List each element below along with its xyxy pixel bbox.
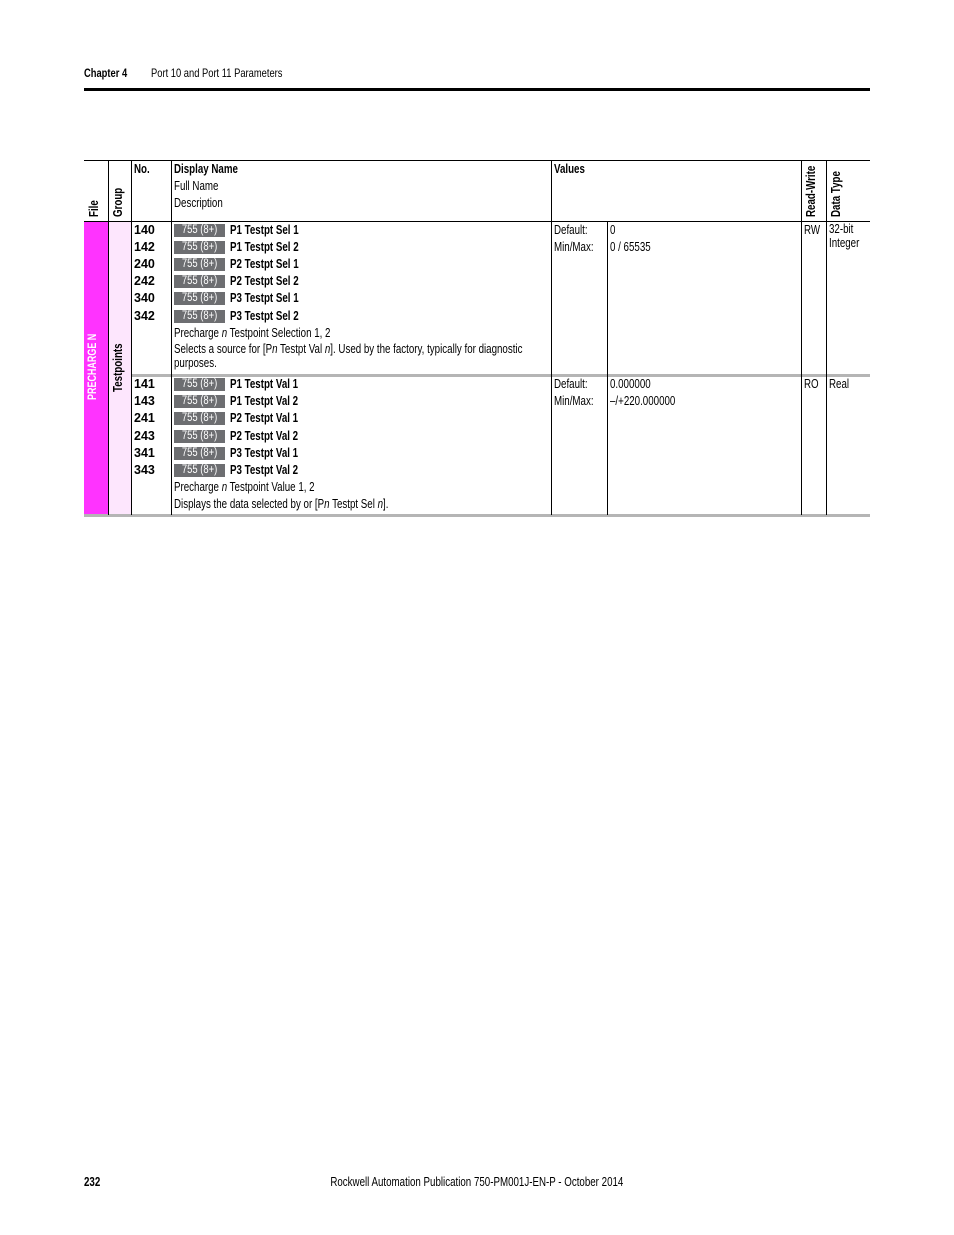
header-rule: [84, 88, 870, 91]
param-name: P1 Testpt Sel 1: [230, 223, 299, 237]
param-name: P1 Testpt Val 2: [230, 394, 299, 408]
param-number: 243: [134, 429, 155, 443]
header-description: Description: [174, 196, 223, 210]
default-value: 0: [610, 223, 616, 237]
minmax-label: Min/Max:: [554, 240, 594, 254]
header-read-write: Read-Write: [804, 165, 818, 217]
param-number: 340: [134, 291, 155, 305]
param-name: P1 Testpt Val 1: [230, 377, 299, 391]
version-badge: 755 (8+): [174, 224, 225, 237]
param-number: 242: [134, 274, 155, 288]
col-line-rw: [801, 160, 802, 515]
default-label: Default:: [554, 223, 588, 237]
version-badge: 755 (8+): [174, 275, 225, 288]
col-line-group: [108, 160, 109, 515]
table-bottom-line: [84, 514, 870, 517]
read-write-value: RO: [804, 377, 819, 391]
page-number: 232: [84, 1175, 101, 1189]
param-number: 142: [134, 240, 155, 254]
publication-info: Rockwell Automation Publication 750-PM001J-EN-P - October 2014: [330, 1175, 624, 1189]
col-line-name: [171, 160, 172, 515]
data-type-value: 32-bit Integer: [829, 222, 860, 250]
param-name: P2 Testpt Val 1: [230, 411, 299, 425]
version-badge: 755 (8+): [174, 412, 225, 425]
default-value: 0.000000: [610, 377, 651, 391]
param-number: 141: [134, 377, 155, 391]
version-badge: 755 (8+): [174, 310, 225, 323]
read-write-value: RW: [804, 223, 821, 237]
header-group: Group: [111, 187, 125, 217]
version-badge: 755 (8+): [174, 292, 225, 305]
header-values: Values: [554, 162, 585, 176]
col-line-type: [826, 160, 827, 515]
full-name: Precharge n Testpoint Value 1, 2: [174, 480, 315, 494]
header-full-name: Full Name: [174, 179, 219, 193]
header-bottom-line: [84, 221, 870, 222]
version-badge: 755 (8+): [174, 241, 225, 254]
param-number: 140: [134, 223, 155, 237]
minmax-value: 0 / 65535: [610, 240, 651, 254]
param-number: 341: [134, 446, 155, 460]
minmax-label: Min/Max:: [554, 394, 594, 408]
param-name: P3 Testpt Val 2: [230, 463, 299, 477]
version-badge: 755 (8+): [174, 430, 225, 443]
param-number: 240: [134, 257, 155, 271]
chapter-label: Chapter 4: [84, 66, 128, 80]
version-badge: 755 (8+): [174, 378, 225, 391]
header-display-name: Display Name: [174, 162, 238, 176]
full-name: Precharge n Testpoint Selection 1, 2: [174, 326, 331, 340]
param-name: P3 Testpt Sel 2: [230, 309, 299, 323]
param-name: P2 Testpt Sel 2: [230, 274, 299, 288]
group-label: Testpoints: [111, 343, 125, 392]
version-badge: 755 (8+): [174, 395, 225, 408]
col-line-no: [131, 160, 132, 515]
param-name: P3 Testpt Sel 1: [230, 291, 299, 305]
version-badge: 755 (8+): [174, 464, 225, 477]
col-line-values: [551, 160, 552, 515]
version-badge: 755 (8+): [174, 258, 225, 271]
file-label: PRECHARGE N: [87, 333, 99, 400]
description: Selects a source for [Pn Testpt Val n]. Used by the factory, typically for diagnostic purposes.: [174, 342, 523, 370]
default-label: Default:: [554, 377, 588, 391]
description: Displays the data selected by or [Pn Testpt Sel n].: [174, 497, 389, 511]
param-name: P1 Testpt Sel 2: [230, 240, 299, 254]
param-name: P3 Testpt Val 1: [230, 446, 299, 460]
data-type-value: Real: [829, 377, 850, 391]
minmax-value: –/+220.000000: [610, 394, 676, 408]
param-number: 143: [134, 394, 155, 408]
param-name: P2 Testpt Val 2: [230, 429, 299, 443]
param-number: 342: [134, 309, 155, 323]
version-badge: 755 (8+): [174, 447, 225, 460]
param-number: 343: [134, 463, 155, 477]
chapter-title: Port 10 and Port 11 Parameters: [151, 66, 283, 80]
header-no: No.: [134, 162, 150, 176]
param-number: 241: [134, 411, 155, 425]
header-file: File: [87, 200, 101, 217]
header-data-type: Data Type: [829, 171, 843, 217]
param-name: P2 Testpt Sel 1: [230, 257, 299, 271]
